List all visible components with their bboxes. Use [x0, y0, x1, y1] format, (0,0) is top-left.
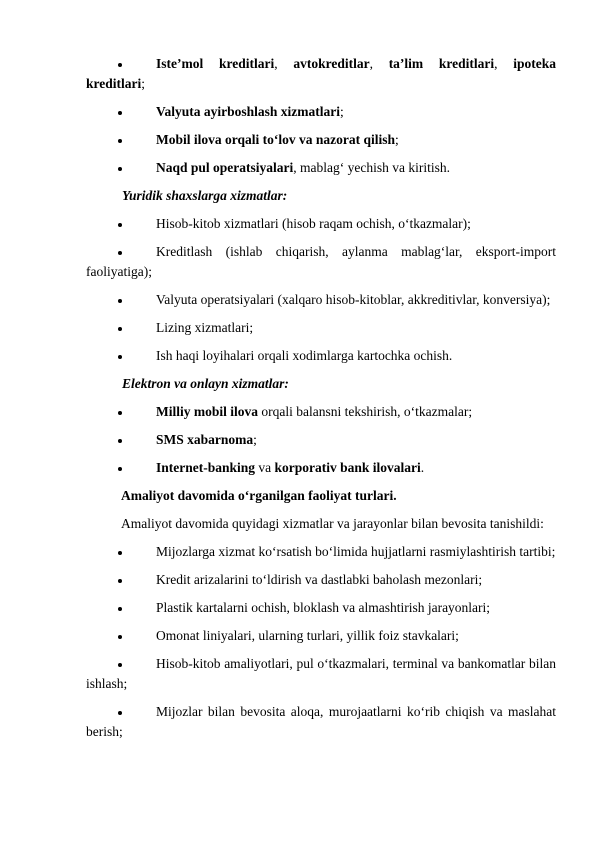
item-text: Hisob-kitob amaliyotlari, pul o‘tkazmalari, terminal va bankomatlar bilan ishlash;: [86, 656, 556, 691]
list-item: [86, 654, 556, 694]
list-item: [86, 702, 556, 742]
section-heading-online: Elektron va onlayn xizmatlar:: [122, 376, 289, 391]
list-item: [86, 346, 556, 366]
list-item: [86, 598, 556, 618]
list-item: [86, 430, 556, 450]
bullet-icon: [118, 54, 132, 74]
list-item: [86, 458, 556, 478]
item-text: ;: [141, 76, 146, 91]
bullet-icon: [118, 702, 132, 722]
item-text: orqali balansni tekshirish, o‘tkazmalar;: [258, 404, 473, 419]
item-bold: Milliy mobil ilova: [156, 404, 259, 419]
list-item: [86, 570, 556, 590]
bullet-icon: [118, 542, 132, 562]
bullet-icon: [118, 102, 132, 122]
section-heading-legal: Yuridik shaxslarga xizmatlar:: [122, 188, 288, 203]
bullet-icon: [118, 290, 132, 310]
list-item: [86, 402, 556, 422]
bullet-icon: [118, 318, 132, 338]
item-text: Lizing xizmatlari;: [156, 320, 254, 335]
bullet-icon: [118, 598, 132, 618]
item-bold: Mobil ilova orqali to‘lov va nazorat qilish: [156, 132, 396, 147]
item-bold: ta’lim kreditlari: [388, 56, 495, 71]
item-text: Omonat liniyalari, ularning turlari, yillik foiz stavkalari;: [156, 628, 459, 643]
item-bold: Iste’mol kreditlari: [156, 56, 275, 71]
list-item: [86, 214, 556, 234]
bullet-icon: [118, 458, 132, 478]
item-text: .: [420, 460, 425, 475]
item-text: va: [255, 460, 275, 475]
item-text: ,: [274, 56, 294, 71]
item-text: Plastik kartalarni ochish, bloklash va almashtirish jarayonlari;: [156, 600, 491, 615]
list-item: [86, 542, 556, 562]
bullet-icon: [118, 626, 132, 646]
item-text: Valyuta operatsiyalari (xalqaro hisob-kitoblar, akkreditivlar, konversiya);: [156, 292, 551, 307]
item-text: , mablag‘ yechish va kiritish.: [293, 160, 450, 175]
item-text: Kredit arizalarini to‘ldirish va dastlabki baholash mezonlari;: [156, 572, 483, 587]
item-text: Mijozlarga xizmat ko‘rsatish bo‘limida hujjatlarni rasmiylashtirish tartibi;: [156, 544, 556, 559]
list-item: [86, 242, 556, 282]
item-bold: korporativ bank ilovalari: [274, 460, 421, 475]
bullet-icon: [118, 346, 132, 366]
item-text: ,: [494, 56, 514, 71]
list-item: [86, 318, 556, 338]
item-text: Hisob-kitob xizmatlari (hisob raqam ochish, o‘tkazmalar);: [156, 216, 471, 231]
list-item: [86, 54, 556, 94]
section-heading-practice: Amaliyot davomida o‘rganilgan faoliyat turlari.: [121, 488, 397, 503]
item-bold: ipoteka kreditlari: [86, 56, 557, 91]
practice-intro: Amaliyot davomida quyidagi xizmatlar va jarayonlar bilan bevosita tanishildi:: [121, 516, 544, 531]
list-item: [86, 290, 556, 310]
bullet-icon: [118, 158, 132, 178]
item-text: Kreditlash (ishlab chiqarish, aylanma mablag‘lar, eksport-import faoliyatiga);: [86, 244, 556, 279]
bullet-icon: [118, 242, 132, 262]
item-bold: Internet-banking: [156, 460, 256, 475]
item-bold: avtokreditlar: [293, 56, 370, 71]
list-item: [86, 102, 556, 122]
bullet-icon: [118, 130, 132, 150]
item-text: Ish haqi loyihalari orqali xodimlarga kartochka ochish.: [156, 348, 453, 363]
bullet-icon: [118, 654, 132, 674]
bullet-icon: [118, 570, 132, 590]
item-text: ;: [340, 104, 344, 119]
item-text: ,: [369, 56, 389, 71]
item-text: ;: [253, 432, 257, 447]
bullet-icon: [118, 430, 132, 450]
item-bold: Naqd pul operatsiyalari: [156, 160, 294, 175]
bullet-icon: [118, 214, 132, 234]
bullet-icon: [118, 402, 132, 422]
item-bold: SMS xabarnoma: [156, 432, 254, 447]
item-text: Mijozlar bilan bevosita aloqa, murojaatlarni ko‘rib chiqish va maslahat berish;: [86, 704, 556, 739]
item-text: ;: [395, 132, 399, 147]
list-item: [86, 130, 556, 150]
list-item: [86, 626, 556, 646]
item-bold: Valyuta ayirboshlash xizmatlari: [156, 104, 341, 119]
list-item: [86, 158, 556, 178]
